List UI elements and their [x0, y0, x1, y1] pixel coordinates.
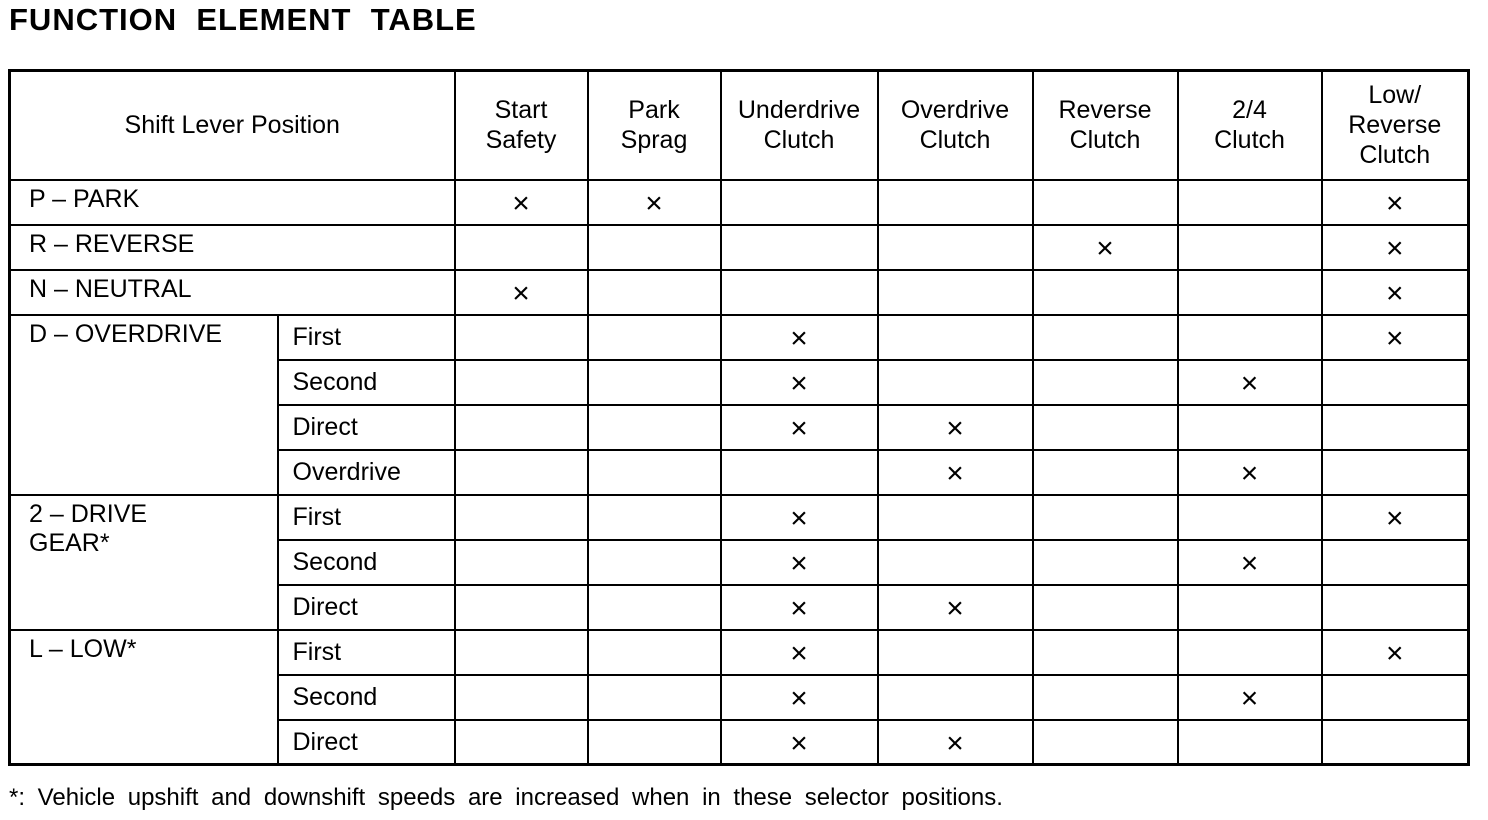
applied-mark-icon: × [790, 726, 808, 760]
applied-mark-icon: × [1240, 457, 1259, 490]
element-cell [1033, 675, 1178, 720]
column-header-line: Low/ [1368, 81, 1422, 110]
element-cell [455, 270, 588, 315]
element-cell [588, 495, 721, 540]
gear-cell: Direct [278, 720, 455, 765]
shift-lever-position-header: Shift Lever Position [10, 71, 455, 180]
element-cell [878, 450, 1033, 495]
applied-mark-icon: × [790, 547, 808, 580]
element-cell [1178, 630, 1322, 675]
column-header-line: Clutch [1069, 126, 1141, 155]
table-row [10, 630, 1469, 675]
gear-cell: Direct [278, 405, 455, 450]
column-header-line: Sprag [620, 126, 688, 155]
element-cell [1178, 585, 1322, 630]
element-cell [1178, 720, 1322, 765]
element-cell [588, 225, 721, 270]
element-cell [455, 450, 588, 495]
column-header-line: Underdrive [737, 96, 861, 125]
element-cell [588, 720, 721, 765]
element-cell [1033, 630, 1178, 675]
gear-cell: Direct [278, 585, 455, 630]
shift-position-label: 2 – DRIVE [29, 499, 148, 528]
function-element-table [8, 69, 1470, 766]
column-header-line: Clutch [763, 126, 835, 155]
element-cell [455, 585, 588, 630]
element-cell [588, 360, 721, 405]
element-cell [455, 315, 588, 360]
gear-cell: Second [278, 360, 455, 405]
shift-position-label: L – LOW* [29, 634, 137, 663]
shift-position-cell [10, 315, 278, 495]
element-cell [878, 180, 1033, 225]
element-cell [878, 675, 1033, 720]
column-header-low-reverse-clutch [1322, 71, 1469, 180]
element-cell [588, 585, 721, 630]
element-cell [721, 270, 878, 315]
column-header-overdrive-clutch [878, 71, 1033, 180]
applied-mark-icon: × [1385, 502, 1404, 535]
element-cell [721, 495, 878, 540]
element-cell [878, 405, 1033, 450]
footnote: *: Vehicle upshift and downshift speeds are increased when in these selector positions. [9, 784, 1003, 811]
shift-position-label: R – REVERSE [29, 229, 195, 258]
column-header-line: 2/4 [1232, 96, 1267, 125]
element-cell [721, 450, 878, 495]
element-cell [878, 360, 1033, 405]
applied-mark-icon: × [1385, 637, 1404, 670]
column-header-line: Reverse [1058, 96, 1152, 125]
column-header-start-safety [455, 71, 588, 180]
element-cell [455, 225, 588, 270]
element-cell [455, 720, 588, 765]
shift-position-label: N – NEUTRAL [29, 274, 192, 303]
element-cell [1322, 540, 1469, 585]
element-cell [1033, 405, 1178, 450]
applied-mark-icon: × [512, 187, 530, 220]
gear-cell: First [278, 495, 455, 540]
element-cell [1322, 585, 1469, 630]
applied-mark-icon: × [1240, 547, 1259, 580]
shift-position-label: P – PARK [29, 184, 140, 213]
element-cell [878, 585, 1033, 630]
element-cell [588, 540, 721, 585]
column-header-reverse-clutch [1033, 71, 1178, 180]
element-cell [721, 225, 878, 270]
element-cell [455, 540, 588, 585]
element-cell [721, 405, 878, 450]
applied-mark-icon: × [1385, 277, 1404, 310]
applied-mark-icon: × [790, 502, 808, 535]
element-cell [878, 540, 1033, 585]
element-cell [588, 450, 721, 495]
element-cell [1178, 180, 1322, 225]
gear-cell: First [278, 630, 455, 675]
shift-position-cell [10, 180, 455, 225]
element-cell [455, 360, 588, 405]
column-header-line: Reverse [1348, 111, 1442, 140]
element-cell [1322, 675, 1469, 720]
gear-cell: Second [278, 540, 455, 585]
element-cell [1178, 225, 1322, 270]
element-cell [1178, 270, 1322, 315]
element-cell [721, 180, 878, 225]
shift-position-cell [10, 630, 278, 765]
element-cell [588, 315, 721, 360]
element-cell [1033, 495, 1178, 540]
page-title: FUNCTION ELEMENT TABLE [9, 2, 477, 37]
element-cell [1322, 270, 1469, 315]
element-cell [1322, 315, 1469, 360]
element-cell [1322, 630, 1469, 675]
applied-mark-icon: × [946, 457, 964, 490]
element-cell [721, 540, 878, 585]
applied-mark-icon: × [1385, 232, 1404, 265]
applied-mark-icon: × [790, 592, 808, 625]
table-row [10, 225, 1469, 270]
element-cell [878, 270, 1033, 315]
gear-cell: First [278, 315, 455, 360]
element-cell [1033, 360, 1178, 405]
column-header-line: Park [628, 96, 680, 125]
element-cell [1033, 270, 1178, 315]
applied-mark-icon: × [790, 367, 808, 400]
element-cell [1033, 450, 1178, 495]
column-header-line: Clutch [919, 126, 991, 155]
column-header-park-sprag [588, 71, 721, 180]
element-cell [1178, 495, 1322, 540]
shift-position-label: GEAR* [29, 528, 110, 557]
element-cell [1033, 315, 1178, 360]
element-cell [721, 720, 878, 765]
element-cell [1322, 225, 1469, 270]
element-cell [1033, 180, 1178, 225]
element-cell [455, 405, 588, 450]
shift-position-cell [10, 270, 455, 315]
element-cell [1178, 675, 1322, 720]
applied-mark-icon: × [1240, 682, 1259, 715]
applied-mark-icon: × [1385, 187, 1404, 220]
applied-mark-icon: × [946, 592, 964, 625]
element-cell [1033, 720, 1178, 765]
applied-mark-icon: × [645, 187, 663, 220]
element-cell [1033, 585, 1178, 630]
function-element-table-wrapper [8, 69, 1470, 766]
element-cell [588, 405, 721, 450]
column-header-2-4-clutch [1178, 71, 1322, 180]
column-header-line: Clutch [1214, 126, 1285, 155]
element-cell [455, 675, 588, 720]
element-cell [588, 675, 721, 720]
element-cell [1322, 180, 1469, 225]
table-row [10, 180, 1469, 225]
table-body [10, 180, 1469, 765]
element-cell [1178, 315, 1322, 360]
column-header-line: Start [494, 96, 548, 125]
element-cell [455, 495, 588, 540]
shift-position-label: D – OVERDRIVE [29, 319, 223, 348]
table-row [10, 315, 1469, 360]
element-cell [588, 270, 721, 315]
applied-mark-icon: × [1240, 367, 1259, 400]
applied-mark-icon: × [790, 322, 808, 355]
shift-position-cell [10, 495, 278, 630]
element-cell [721, 675, 878, 720]
element-cell [1178, 360, 1322, 405]
element-cell [721, 585, 878, 630]
element-cell [1178, 405, 1322, 450]
element-cell [588, 630, 721, 675]
applied-mark-icon: × [946, 412, 964, 445]
applied-mark-icon: × [1385, 322, 1404, 355]
element-cell [1322, 720, 1469, 765]
column-header-line: Safety [485, 126, 557, 155]
element-cell [1322, 495, 1469, 540]
element-cell [721, 630, 878, 675]
element-cell [721, 315, 878, 360]
element-cell [878, 630, 1033, 675]
element-cell [878, 720, 1033, 765]
applied-mark-icon: × [790, 412, 808, 445]
element-cell [455, 630, 588, 675]
element-cell [878, 225, 1033, 270]
column-header-underdrive-clutch [721, 71, 878, 180]
column-header-line: Clutch [1359, 141, 1431, 170]
applied-mark-icon: × [946, 726, 964, 760]
element-cell [878, 495, 1033, 540]
shift-position-cell [10, 225, 455, 270]
element-cell [1178, 540, 1322, 585]
applied-mark-icon: × [790, 682, 808, 715]
header-row [10, 71, 1469, 180]
element-cell [588, 180, 721, 225]
element-cell [721, 360, 878, 405]
element-cell [1322, 450, 1469, 495]
element-cell [1322, 405, 1469, 450]
element-cell [1033, 225, 1178, 270]
table-row [10, 495, 1469, 540]
applied-mark-icon: × [1096, 232, 1114, 265]
element-cell [878, 315, 1033, 360]
gear-cell: Second [278, 675, 455, 720]
element-cell [1322, 360, 1469, 405]
column-header-line: Overdrive [900, 96, 1010, 125]
table-row [10, 270, 1469, 315]
element-cell [455, 180, 588, 225]
element-cell [1033, 540, 1178, 585]
applied-mark-icon: × [512, 277, 530, 310]
element-cell [1178, 450, 1322, 495]
gear-cell: Overdrive [278, 450, 455, 495]
applied-mark-icon: × [790, 637, 808, 670]
